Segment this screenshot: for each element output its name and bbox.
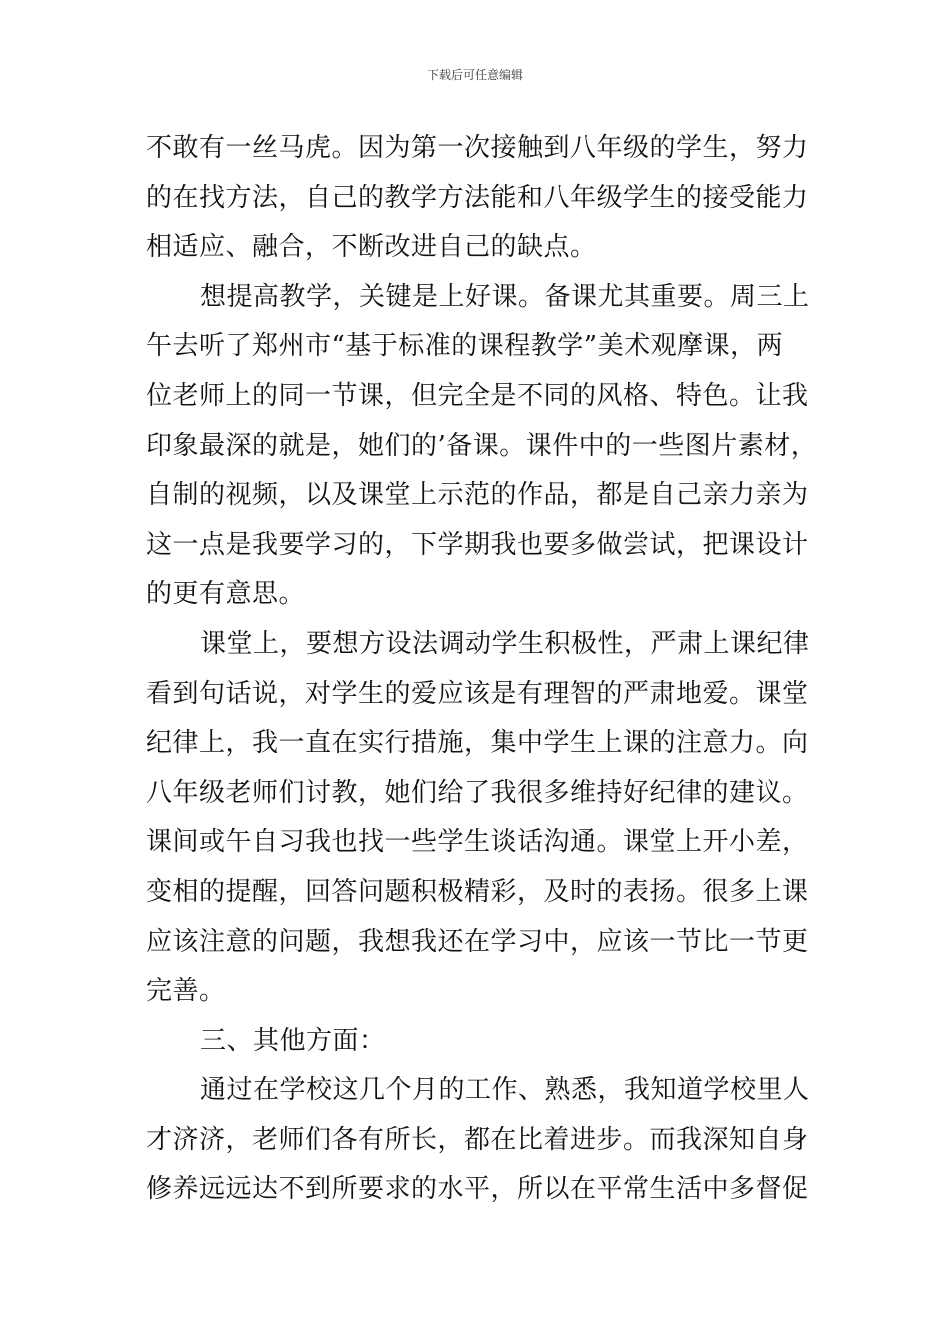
text-line: 课间或午自习我也找一些学生谈话沟通。课堂上开小差，	[146, 827, 809, 858]
text-line: 才济济，老师们各有所长，都在比着进步。而我深知自身	[146, 1124, 809, 1155]
text-line: 通过在学校这几个月的工作、熟悉，我知道学校里人	[200, 1075, 810, 1106]
text-line: 位老师上的同一节课，但完全是不同的风格、特色。让我	[146, 380, 809, 411]
text-line: 想提高教学，关键是上好课。备课尤其重要。周三上	[200, 281, 810, 312]
text-line: 三、其他方面：	[200, 1025, 386, 1056]
text-line: 自制的视频，以及课堂上示范的作品，都是自己亲力亲为	[146, 480, 809, 511]
text-line: 的更有意思。	[146, 579, 306, 610]
text-line: 的在找方法，自己的教学方法能和八年级学生的接受能力	[146, 182, 809, 213]
text-line: 课堂上，要想方设法调动学生积极性，严肃上课纪律	[200, 628, 810, 659]
text-line: 看到句话说，对学生的爱应该是有理智的严肃地爱。课堂	[146, 678, 809, 709]
header-note: 下载后可任意编辑	[426, 68, 523, 82]
text-line: 印象最深的就是，她们的’备课。课件中的一些图片素材，	[146, 430, 818, 461]
text-line: 变相的提醒，回答问题积极精彩，及时的表扬。很多上课	[146, 876, 809, 907]
text-line: 午去听了郑州市“基于标准的课程教学”美术观摩课，两	[146, 331, 784, 362]
document-body	[146, 124, 826, 1215]
text-line: 八年级老师们讨教，她们给了我很多维持好纪律的建议。	[146, 777, 809, 808]
text-line: 应该注意的问题，我想我还在学习中，应该一节比一节更	[146, 926, 809, 957]
text-line: 相适应、融合，不断改进自己的缺点。	[146, 232, 597, 263]
text-line: 这一点是我要学习的，下学期我也要多做尝试，把课设计	[146, 529, 809, 560]
text-line: 不敢有一丝马虎。因为第一次接触到八年级的学生，努力	[146, 133, 809, 163]
text-line: 完善。	[146, 976, 226, 1007]
text-line: 纪律上，我一直在实行措施，集中学生上课的注意力。向	[146, 728, 809, 759]
text-line: 修养远远达不到所要求的水平，所以在平常生活中多督促	[146, 1174, 809, 1205]
